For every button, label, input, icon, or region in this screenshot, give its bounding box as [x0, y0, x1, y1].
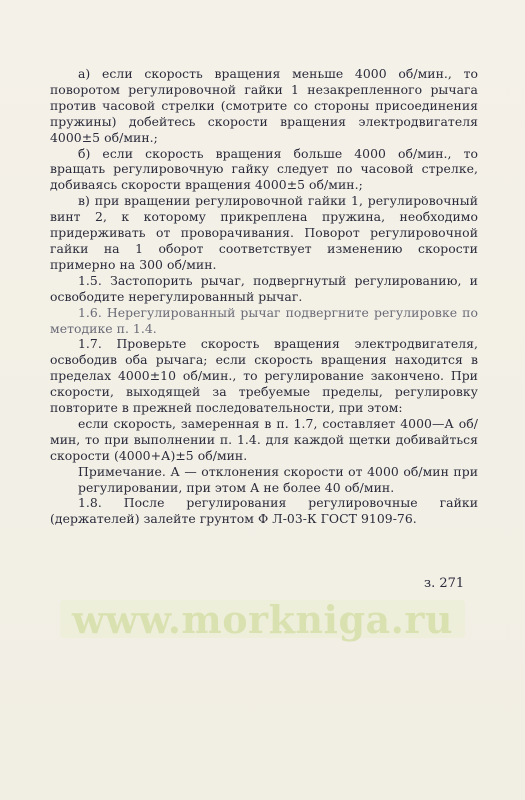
paragraph-1-6: 1.6. Нерегулированный рычаг подвергните регулировке по методике п. 1.4. [50, 304, 478, 336]
watermark-text: www.morkniga.ru [71, 596, 454, 642]
paragraph-c: в) при вращении регулировочной гайки 1, регулировочный винт 2, к которому прикреплена пружина, необходимо придерживать от проворачивания. Поворот регулировочной гайки на 1 оборот соответствует изменению скорости примерно на 300 об/мин. [50, 193, 478, 272]
paragraph-1-5: 1.5. Застопорить рычаг, подвергнутый регулированию, и освободите нерегулированный рычаг. [50, 272, 478, 304]
paragraph-note: Примечание. А — отклонения скорости от 4000 об/мин при регулировании, при этом А не более 40 об/мин. [78, 463, 478, 495]
paragraph-1-7: 1.7. Проверьте скорость вращения электродвигателя, освободив оба рычага; если скорость вращения находится в пределах 4000±10 об/мин., то регулирование закончено. При скорости, выходящей за требуемые пределы, регулировку повторите в прежней последовательности, при этом: [50, 336, 478, 416]
paragraph-b: б) если скорость вращения больше 4000 об/мин., то вращать регулировочную гайку следует по часовой стрелке, добиваясь скорости вращения 4000±5 об/мин.; [50, 145, 478, 193]
watermark [0, 596, 525, 642]
page-text [50, 66, 478, 527]
page-number: з. 271 [424, 576, 465, 591]
paragraph-condition: если скорость, замеренная в п. 1.7, составляет 4000—А об/мин, то при выполнении п. 1.4. для каждой щетки добивайться скорости (4000+А)±5 об/мин. [50, 415, 478, 463]
paragraph-1-8: 1.8. После регулирования регулировочные гайки (держателей) залейте грунтом Ф Л-03-К ГОСТ 9109-76. [50, 495, 478, 527]
paragraph-a: а) если скорость вращения меньше 4000 об/мин., то поворотом регулировочной гайки 1 незакрепленного рычага против часовой стрелки (смотрите со стороны присоединения пружины) добейтесь скорости вращения электродвигателя 4000±5 об/мин.; [50, 66, 478, 145]
